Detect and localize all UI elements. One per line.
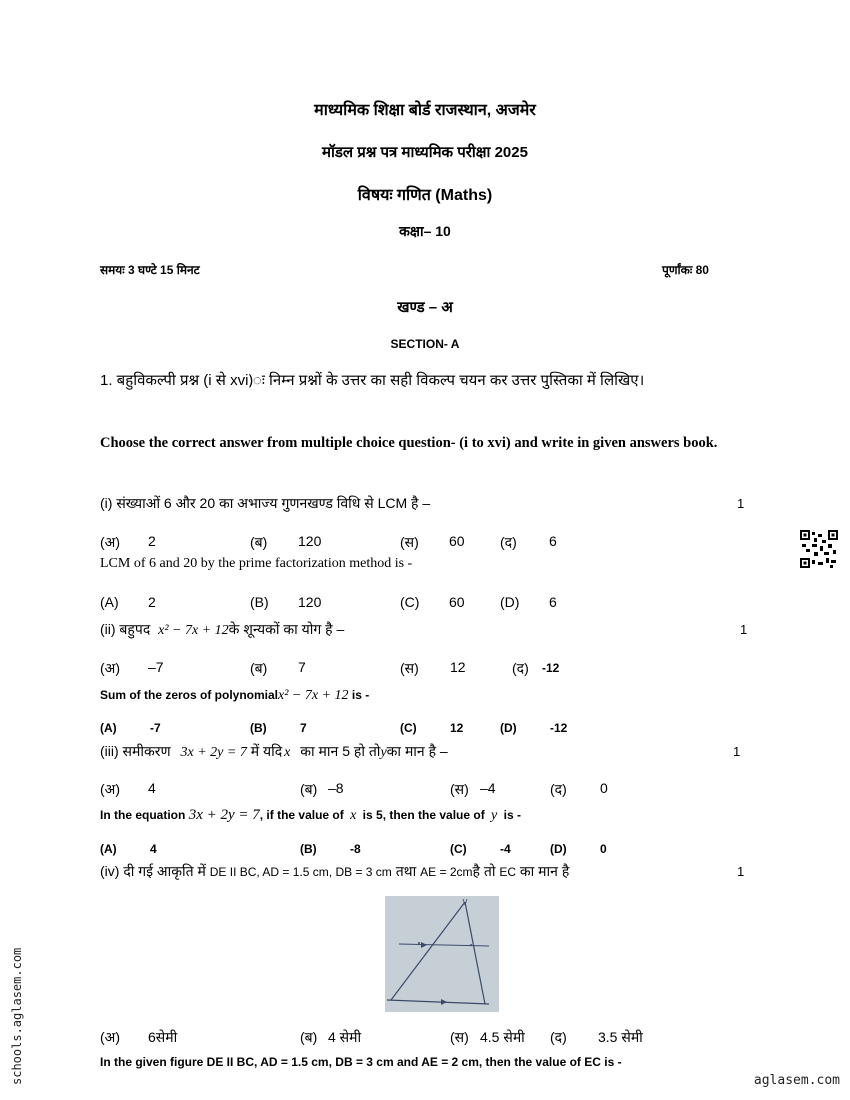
q3-option-d-hi: (द) 0 bbox=[550, 780, 608, 797]
q1-option-c-hi: (स) 60 bbox=[400, 533, 465, 550]
q1-option-a-hi: (अ) 2 bbox=[100, 533, 156, 550]
q2-option-c-hi: (स) 12 bbox=[400, 659, 466, 676]
subject-title: विषयः गणित (Maths) bbox=[357, 187, 493, 204]
max-marks-label: पूर्णांकः 80 bbox=[662, 263, 709, 277]
question-4-hindi: (iv) दी गई आकृति में DE II BC, AD = 1.5 cm, DB = 3 cm तथा AE = 2cmहै तो EC का मान है bbox=[100, 863, 570, 879]
q1-option-d-en: (D) 6 bbox=[500, 594, 557, 610]
q2-option-a-en: (A) -7 bbox=[100, 721, 161, 735]
khand-title: खण्ड – अ bbox=[397, 299, 453, 316]
question-2-marks: 1 bbox=[740, 622, 748, 637]
question-2-english: Sum of the zeros of polynomialx² − 7x + 12 is - bbox=[100, 688, 370, 703]
question-4-english: In the given figure DE II BC, AD = 1.5 cm, DB = 3 cm and AE = 2 cm, then the value of EC is - bbox=[100, 1055, 622, 1069]
q3-option-a-en: (A) 4 bbox=[100, 842, 157, 856]
watermark-left: schools.aglasem.com bbox=[10, 947, 24, 1085]
q3-option-a-hi: (अ) 4 bbox=[100, 780, 156, 797]
q3-option-b-en: (B) -8 bbox=[300, 842, 361, 856]
instruction-hindi: 1. बहुविकल्पी प्रश्न (i से xvi)ः निम्न प्रश्नों के उत्तर का सही विकल्प चयन कर उत्तर पुस्तिका में लिखिए। bbox=[100, 372, 645, 389]
question-3-marks: 1 bbox=[733, 744, 741, 759]
q2-option-c-en: (C) 12 bbox=[400, 721, 464, 735]
watermark-right: aglasem.com bbox=[753, 1073, 840, 1088]
q2-option-b-en: (B) 7 bbox=[250, 721, 307, 735]
question-3-english: In the equation 3x + 2y = 7, if the value of x is 5, then the value of y is - bbox=[100, 807, 521, 823]
question-1-marks: 1 bbox=[737, 496, 745, 511]
q3-option-d-en: (D) 0 bbox=[550, 842, 607, 856]
paper-title: मॉडल प्रश्न पत्र माध्यमिक परीक्षा 2025 bbox=[322, 144, 528, 161]
question-2-hindi: (ii) बहुपद x² − 7x + 12के शून्यकों का योग है – bbox=[100, 621, 345, 638]
q3-option-b-hi: (ब) –8 bbox=[300, 780, 344, 797]
q3-option-c-en: (C) -4 bbox=[450, 842, 511, 856]
q2-option-d-en: (D) -12 bbox=[500, 721, 568, 735]
q1-option-b-hi: (ब) 120 bbox=[250, 533, 322, 550]
question-3-hindi: (iii) समीकरण 3x + 2y = 7 में यदि x का मान 5 हो तोyका मान है – bbox=[100, 743, 448, 760]
q1-option-a-en: (A) 2 bbox=[100, 594, 156, 610]
section-title: SECTION- A bbox=[390, 337, 460, 351]
board-name: माध्यमिक शिक्षा बोर्ड राजस्थान, अजमेर bbox=[314, 102, 536, 119]
q4-option-c-hi: (स) 4.5 सेमी bbox=[450, 1029, 525, 1045]
q4-option-b-hi: (ब) 4 सेमी bbox=[300, 1029, 362, 1045]
qr-code-icon bbox=[800, 530, 838, 568]
q2-option-d-hi: (द) -12 bbox=[512, 660, 560, 676]
q2-option-a-hi: (अ) –7 bbox=[100, 659, 164, 676]
polynomial-expression: x² − 7x + 12 bbox=[158, 623, 229, 638]
question-1-english: LCM of 6 and 20 by the prime factorization method is - bbox=[100, 556, 413, 571]
q4-option-d-hi: (द) 3.5 सेमी bbox=[550, 1029, 643, 1045]
class-title: कक्षा– 10 bbox=[399, 223, 451, 239]
q1-option-d-hi: (द) 6 bbox=[500, 533, 557, 550]
equation-expression: 3x + 2y = 7 bbox=[180, 745, 247, 760]
q2-option-b-hi: (ब) 7 bbox=[250, 659, 306, 676]
time-label: समयः 3 घण्टे 15 मिनट bbox=[100, 263, 200, 277]
q3-option-c-hi: (स) –4 bbox=[450, 780, 496, 797]
instruction-english: Choose the correct answer from multiple choice question- (i to xvi) and write in given answers book. bbox=[100, 435, 718, 451]
question-4-marks: 1 bbox=[737, 864, 745, 879]
triangle-figure bbox=[385, 896, 499, 1012]
q4-option-a-hi: (अ) 6सेमी bbox=[100, 1029, 178, 1045]
question-1-hindi: (i) संख्याओं 6 और 20 का अभाज्य गुणनखण्ड विधि से LCM है – bbox=[100, 495, 431, 511]
q1-option-c-en: (C) 60 bbox=[400, 594, 465, 610]
q1-option-b-en: (B) 120 bbox=[250, 594, 322, 610]
